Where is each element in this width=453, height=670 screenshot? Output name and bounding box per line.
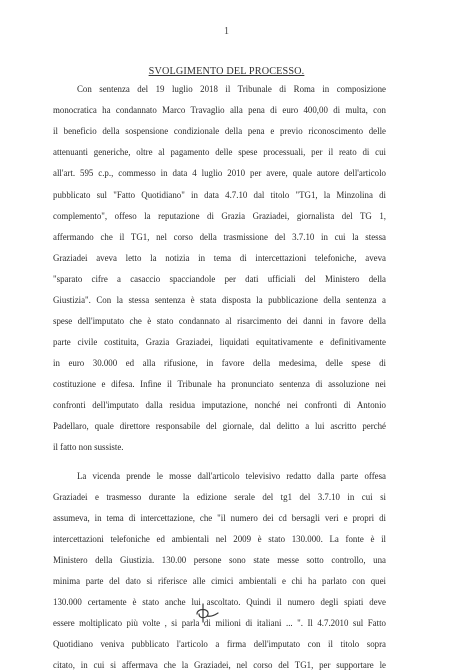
text-line: Con sentenza del 19 luglio 2018 il Tribunale di Roma in composizione: [77, 84, 386, 94]
text-line: monocratica ha condannato Marco Travaglio alla pena di euro 400,00 di multa, con: [53, 105, 386, 115]
text-line: costituzione e difesa. Infine il Tribunale ha pronunciato sentenza di assoluzione nei: [53, 379, 386, 389]
text-line: citato, in cui si affermava che la Graziadei, nel corso del TG1, per supportare le: [53, 660, 386, 670]
section-heading: SVOLGIMENTO DEL PROCESSO.: [148, 66, 305, 77]
text-line: Padellaro, quale direttore responsabile del giornale, dal delitto a lui ascritto perché: [53, 421, 386, 431]
text-line: Giustizia". Con la stessa sentenza è stata disposta la pubblicazione della sentenza a: [53, 295, 386, 305]
text-line: Graziadei e trasmesso durante la edizione serale del tg1 del 3.7.10 in cui si: [53, 492, 386, 502]
text-line: 130.000 certamente è stato anche lui ascoltato. Quindi il numero degli spiati deve: [53, 597, 386, 607]
text-line: parte civile costituita, Grazia Graziadei, liquidati equitativamente e definitivamente: [53, 337, 386, 347]
text-line: intercettazioni telefoniche ed ambientali nel 2009 è stato 130.000. La fonte è il: [53, 534, 386, 544]
text-line: spese dell'imputato che è stato condannato al risarcimento dei danni in favore della: [53, 316, 386, 326]
text-line: "sparato cifre a casaccio spacciandole per dati ufficiali del Ministero della: [53, 274, 386, 284]
text-line: Ministero della Giustizia. 130.00 persone sono state messe sotto controllo, una: [53, 555, 386, 565]
text-line: essere moltiplicato più volte , si parla di milioni di italiani ... ". Il 4.7.2010 sul Fatto: [53, 618, 386, 628]
text-line: confronti dell'imputato dalla residua imputazione, nonché nei confronti di Antonio: [53, 400, 386, 410]
text-line: Graziadei aveva letto la notizia in tema di intercettazioni telefoniche, aveva: [53, 253, 386, 263]
text-line: Quotidiano veniva pubblicato l'articolo a firma dell'imputato con il titolo sopra: [53, 639, 386, 649]
text-line: La vicenda prende le mosse dall'articolo televisivo redatto dalla parte offesa: [77, 471, 386, 481]
text-line: affermando che il TG1, nel corso della trasmissione del 3.7.10 in cui la stessa: [53, 232, 386, 242]
text-line: complemento", offeso la reputazione di Grazia Graziadei, giornalista del TG 1,: [53, 211, 386, 221]
text-line: all'art. 595 c.p., commesso in data 4 luglio 2010 per avere, quale autore dell'articolo: [53, 168, 386, 178]
handwritten-initials: [194, 602, 220, 624]
text-line: pubblicato sul "Fatto Quotidiano" in data 4.7.10 dal titolo "TG1, la Minzolina di: [53, 190, 386, 200]
text-line: il fatto non sussiste.: [53, 442, 124, 452]
page-number: 1: [224, 26, 229, 37]
text-line: il beneficio della sospensione condizionale della pena e previo riconoscimento delle: [53, 126, 386, 136]
text-line: in euro 30.000 ed alla rifusione, in favore della medesima, delle spese di: [53, 358, 386, 368]
text-line: minima parte del dato si riferisce alle cimici ambientali e chi ha parlato con quei: [53, 576, 386, 586]
text-line: attenuanti generiche, oltre al pagamento delle spese processuali, per il reato di cui: [53, 147, 386, 157]
text-line: assumeva, in tema di intercettazione, che "il numero dei cd bersagli veri e propri di: [53, 513, 386, 523]
